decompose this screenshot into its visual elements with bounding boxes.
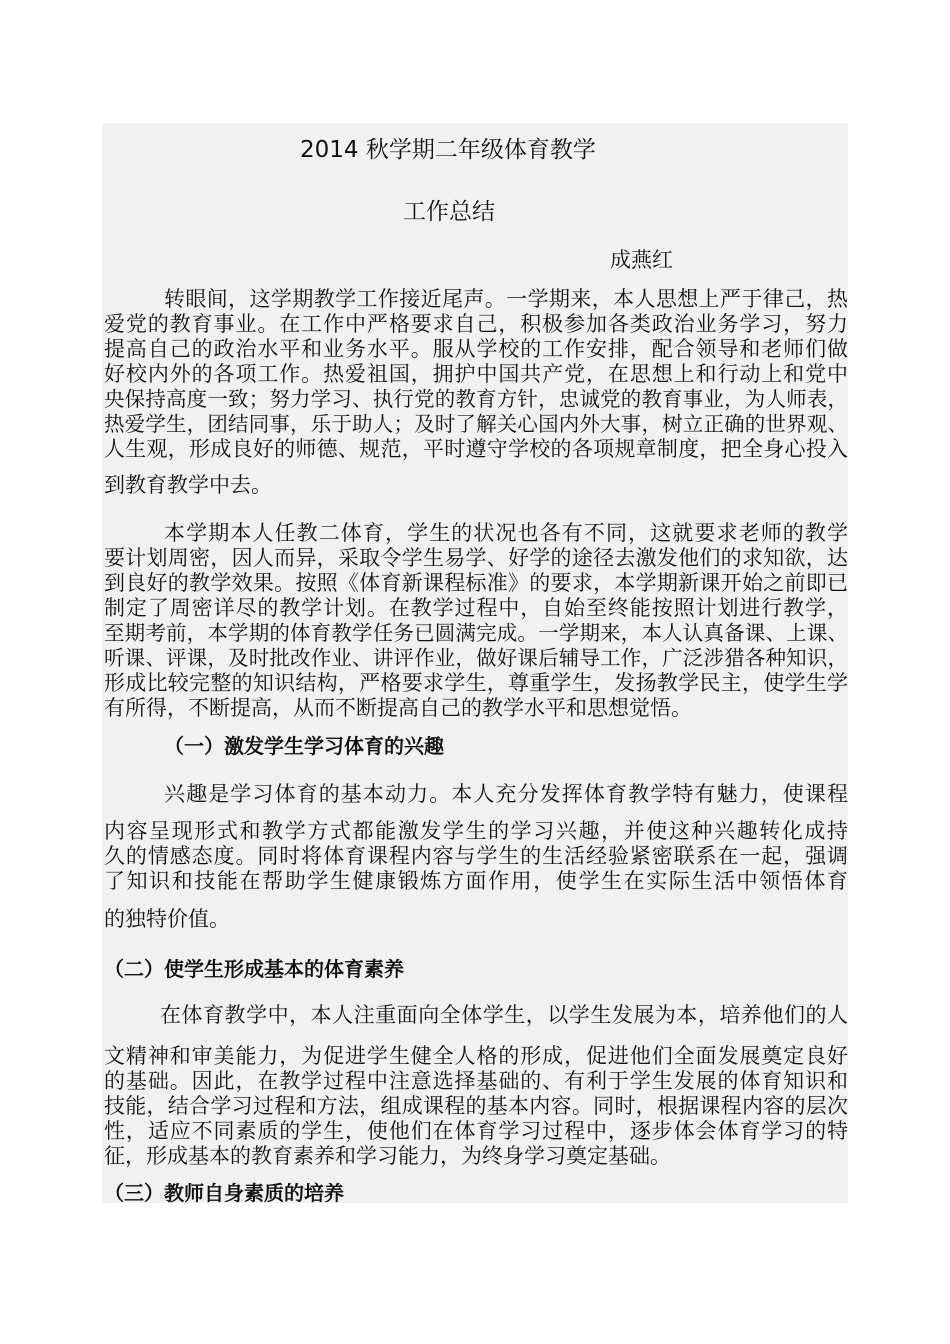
document-title-line1: 2014 秋学期二年级体育教学	[300, 137, 596, 163]
paragraph-line: 在体育教学中，本人注重面向全体学生，以学生发展为本，培养他们的人	[160, 1003, 848, 1027]
paragraph-line: 听课、评课，及时批改作业、讲评作业，做好课后辅导工作，广泛涉猎各种知识，	[104, 646, 848, 670]
paragraph-line: 有所得，不断提高，从而不断提高自己的教学水平和思想觉悟。	[104, 696, 692, 720]
paragraph-line: 内容呈现形式和教学方式都能激发学生的学习兴趣，并使这种兴趣转化成持	[104, 819, 848, 843]
paragraph-line: 本学期本人任教二体育，学生的状况也各有不同，这就要求老师的教学	[164, 521, 848, 545]
paragraph-line: 人生观，形成良好的师德、规范，平时遵守学校的各项规章制度，把全身心投入	[104, 437, 848, 461]
document-title-line2: 工作总结	[403, 199, 495, 225]
section-heading-1: （一）激发学生学习体育的兴趣	[164, 734, 444, 758]
paragraph-line: 热爱学生，团结同事，乐于助人；及时了解关心国内外大事，树立正确的世界观、	[104, 412, 848, 436]
document-author: 成燕红	[610, 248, 673, 272]
paragraph-line: 久的情感态度。同时将体育课程内容与学生的生活经验紧密联系在一起，强调	[104, 844, 848, 868]
paragraph-line: 转眼间，这学期教学工作接近尾声。一学期来，本人思想上严于律己，热	[164, 287, 848, 311]
section-heading-2: （二）使学生形成基本的体育素养	[104, 957, 404, 981]
section-heading-3: （三）教师自身素质的培养	[104, 1181, 344, 1205]
paragraph-line: 文精神和审美能力，为促进学生健全人格的形成，促进他们全面发展奠定良好	[104, 1044, 848, 1068]
paragraph-line: 的独特价值。	[104, 907, 230, 931]
paragraph-line: 到教育教学中去。	[104, 473, 272, 497]
paragraph-line: 制定了周密详尽的教学计划。在教学过程中，自始至终能按照计划进行教学，	[104, 596, 848, 620]
paragraph-line: 央保持高度一致；努力学习、执行党的教育方针，忠诚党的教育事业，为人师表，	[104, 387, 848, 411]
paragraph-line: 了知识和技能在帮助学生健康锻炼方面作用，使学生在实际生活中领悟体育	[104, 869, 848, 893]
paragraph-line: 到良好的教学效果。按照《体育新课程标准》的要求，本学期新课开始之前即已	[104, 571, 848, 595]
paragraph-line: 提高自己的政治水平和业务水平。服从学校的工作安排，配合领导和老师们做	[104, 337, 848, 361]
paragraph-line: 征，形成基本的教育素养和学习能力，为终身学习奠定基础。	[104, 1144, 671, 1168]
paragraph-line: 兴趣是学习体育的基本动力。本人充分发挥体育教学特有魅力，使课程	[164, 782, 848, 806]
paragraph-line: 爱党的教育事业。在工作中严格要求自己，积极参加各类政治业务学习，努力	[104, 312, 848, 336]
paragraph-line: 好校内外的各项工作。热爱祖国，拥护中国共产党，在思想上和行动上和党中	[104, 362, 848, 386]
paragraph-line: 性，适应不同素质的学生，使他们在体育学习过程中，逐步体会体育学习的特	[104, 1119, 848, 1143]
paragraph-line: 要计划周密，因人而异，采取令学生易学、好学的途径去激发他们的求知欲，达	[104, 546, 848, 570]
paragraph-line: 形成比较完整的知识结构，严格要求学生，尊重学生，发扬教学民主，使学生学	[104, 671, 848, 695]
paragraph-line: 的基础。因此，在教学过程中注意选择基础的、有利于学生发展的体育知识和	[104, 1069, 848, 1093]
paragraph-line: 至期考前，本学期的体育教学任务已圆满完成。一学期来，本人认真备课、上课、	[104, 621, 848, 645]
paragraph-line: 技能，结合学习过程和方法，组成课程的基本内容。同时，根据课程内容的层次	[104, 1094, 848, 1118]
